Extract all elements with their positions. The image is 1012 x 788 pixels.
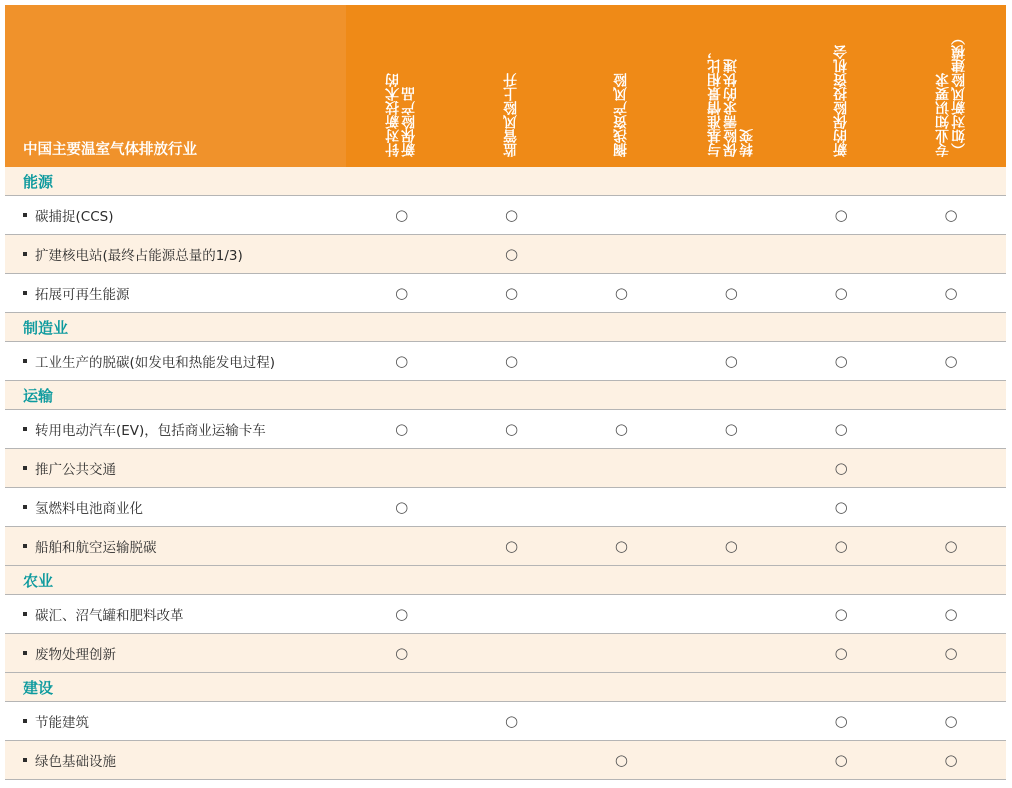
circle-mark-icon: ○ bbox=[614, 537, 628, 555]
bullet-icon bbox=[23, 427, 27, 431]
bullet-icon bbox=[23, 291, 27, 295]
row-label bbox=[5, 711, 347, 731]
row-label-text: 节能建筑 bbox=[35, 715, 89, 731]
circle-mark-icon: ○ bbox=[834, 605, 848, 623]
row-label-text: 推广公共交通 bbox=[35, 462, 116, 478]
column-header-new-insurance-products bbox=[346, 5, 456, 167]
circle-mark-icon: ○ bbox=[504, 712, 519, 730]
row-label-text: 绿色基础设施 bbox=[35, 754, 116, 770]
circle-mark-icon: ○ bbox=[944, 352, 958, 370]
row-label-text: 碳汇、沼气罐和肥料改革 bbox=[35, 608, 184, 624]
column-header-demand-shift bbox=[676, 5, 786, 167]
section-header bbox=[5, 381, 1006, 410]
table-row bbox=[5, 634, 1006, 673]
circle-mark-icon: ○ bbox=[944, 605, 958, 623]
circle-mark-icon: ○ bbox=[395, 420, 409, 438]
circle-mark-icon: ○ bbox=[724, 352, 738, 370]
bullet-icon bbox=[23, 544, 27, 548]
row-label bbox=[5, 497, 347, 517]
section-title: 能源 bbox=[23, 172, 54, 191]
circle-mark-icon: ○ bbox=[504, 284, 519, 302]
circle-mark-icon: ○ bbox=[395, 284, 409, 302]
section-header bbox=[5, 566, 1006, 595]
table-body bbox=[5, 167, 1006, 780]
table-row bbox=[5, 741, 1006, 780]
row-label-text: 拓展可再生能源 bbox=[35, 287, 130, 303]
section-header bbox=[5, 313, 1006, 342]
row-label bbox=[5, 244, 347, 264]
circle-mark-icon: ○ bbox=[834, 644, 848, 662]
column-header-label: 针对新技术的 新保险产品 bbox=[385, 73, 417, 157]
circle-mark-icon: ○ bbox=[614, 284, 628, 302]
table-row bbox=[5, 488, 1006, 527]
circle-mark-icon: ○ bbox=[504, 537, 519, 555]
bullet-icon bbox=[23, 651, 27, 655]
sector-header-cell bbox=[5, 5, 346, 167]
row-label bbox=[5, 750, 347, 770]
column-header-expertise bbox=[896, 5, 1006, 167]
row-label bbox=[5, 205, 347, 225]
circle-mark-icon: ○ bbox=[724, 537, 738, 555]
bullet-icon bbox=[23, 359, 27, 363]
column-header-stranded-asset-risk bbox=[566, 5, 676, 167]
table-row bbox=[5, 410, 1006, 449]
bullet-icon bbox=[23, 252, 27, 256]
bullet-icon bbox=[23, 719, 27, 723]
column-header-regulatory-risk bbox=[456, 5, 566, 167]
circle-mark-icon: ○ bbox=[724, 284, 738, 302]
bullet-icon bbox=[23, 213, 27, 217]
row-label bbox=[5, 536, 347, 556]
circle-mark-icon: ○ bbox=[834, 751, 848, 769]
section-title: 制造业 bbox=[23, 318, 69, 337]
bullet-icon bbox=[23, 758, 27, 762]
bullet-icon bbox=[23, 505, 27, 509]
row-label bbox=[5, 643, 347, 663]
row-label-text: 碳捕捉(CCS) bbox=[35, 209, 114, 225]
circle-mark-icon: ○ bbox=[395, 206, 409, 224]
circle-mark-icon: ○ bbox=[724, 420, 738, 438]
circle-mark-icon: ○ bbox=[614, 751, 628, 769]
circle-mark-icon: ○ bbox=[834, 206, 848, 224]
bullet-icon bbox=[23, 466, 27, 470]
table-header bbox=[5, 5, 1006, 167]
table-row bbox=[5, 342, 1006, 381]
circle-mark-icon: ○ bbox=[944, 206, 958, 224]
row-label bbox=[5, 283, 347, 303]
circle-mark-icon: ○ bbox=[944, 751, 958, 769]
column-header-label: 专业知识要求 （如对新风险建模） bbox=[935, 31, 967, 157]
column-header-investment-opportunity bbox=[786, 5, 896, 167]
table-row bbox=[5, 527, 1006, 566]
circle-mark-icon: ○ bbox=[504, 206, 519, 224]
circle-mark-icon: ○ bbox=[395, 644, 409, 662]
section-header bbox=[5, 167, 1006, 196]
column-header-label: 与基准情景相比， 保险需求的快速 转变 bbox=[707, 45, 755, 157]
circle-mark-icon: ○ bbox=[834, 712, 848, 730]
row-label-text: 船舶和航空运输脱碳 bbox=[35, 540, 157, 556]
section-title: 建设 bbox=[23, 678, 54, 697]
table-row bbox=[5, 196, 1006, 235]
row-label bbox=[5, 604, 347, 624]
circle-mark-icon: ○ bbox=[504, 352, 519, 370]
row-label bbox=[5, 419, 347, 439]
circle-mark-icon: ○ bbox=[834, 420, 848, 438]
circle-mark-icon: ○ bbox=[395, 352, 409, 370]
table-row bbox=[5, 595, 1006, 634]
row-label bbox=[5, 351, 347, 371]
circle-mark-icon: ○ bbox=[834, 284, 848, 302]
column-headers bbox=[346, 5, 1006, 167]
row-label-text: 工业生产的脱碳(如发电和热能发电过程) bbox=[35, 355, 276, 371]
circle-mark-icon: ○ bbox=[944, 712, 958, 730]
circle-mark-icon: ○ bbox=[834, 459, 848, 477]
row-label-text: 扩建核电站(最终占能源总量的1/3) bbox=[35, 248, 243, 264]
table-row bbox=[5, 449, 1006, 488]
circle-mark-icon: ○ bbox=[834, 352, 848, 370]
table-row bbox=[5, 702, 1006, 741]
circle-mark-icon: ○ bbox=[944, 284, 958, 302]
circle-mark-icon: ○ bbox=[504, 420, 519, 438]
column-header-label: 新的保险投资机会 bbox=[833, 45, 849, 157]
circle-mark-icon: ○ bbox=[395, 605, 409, 623]
bullet-icon bbox=[23, 612, 27, 616]
table-row bbox=[5, 274, 1006, 313]
section-title: 农业 bbox=[23, 571, 54, 590]
row-label bbox=[5, 458, 347, 478]
circle-mark-icon: ○ bbox=[504, 245, 519, 263]
column-header-label: 监管风险上升 bbox=[503, 73, 519, 157]
circle-mark-icon: ○ bbox=[834, 537, 848, 555]
row-label-text: 氢燃料电池商业化 bbox=[35, 501, 143, 517]
circle-mark-icon: ○ bbox=[614, 420, 628, 438]
sector-header-label: 中国主要温室气体排放行业 bbox=[23, 142, 197, 158]
row-label-text: 转用电动汽车(EV)，包括商业运输卡车 bbox=[35, 423, 266, 439]
circle-mark-icon: ○ bbox=[944, 537, 958, 555]
section-title: 运输 bbox=[23, 386, 54, 405]
circle-mark-icon: ○ bbox=[944, 644, 958, 662]
circle-mark-icon: ○ bbox=[834, 498, 848, 516]
column-header-label: 搁浅资产风险 bbox=[613, 73, 629, 157]
row-label-text: 废物处理创新 bbox=[35, 647, 116, 663]
circle-mark-icon: ○ bbox=[395, 498, 409, 516]
section-header bbox=[5, 673, 1006, 702]
table-row bbox=[5, 235, 1006, 274]
